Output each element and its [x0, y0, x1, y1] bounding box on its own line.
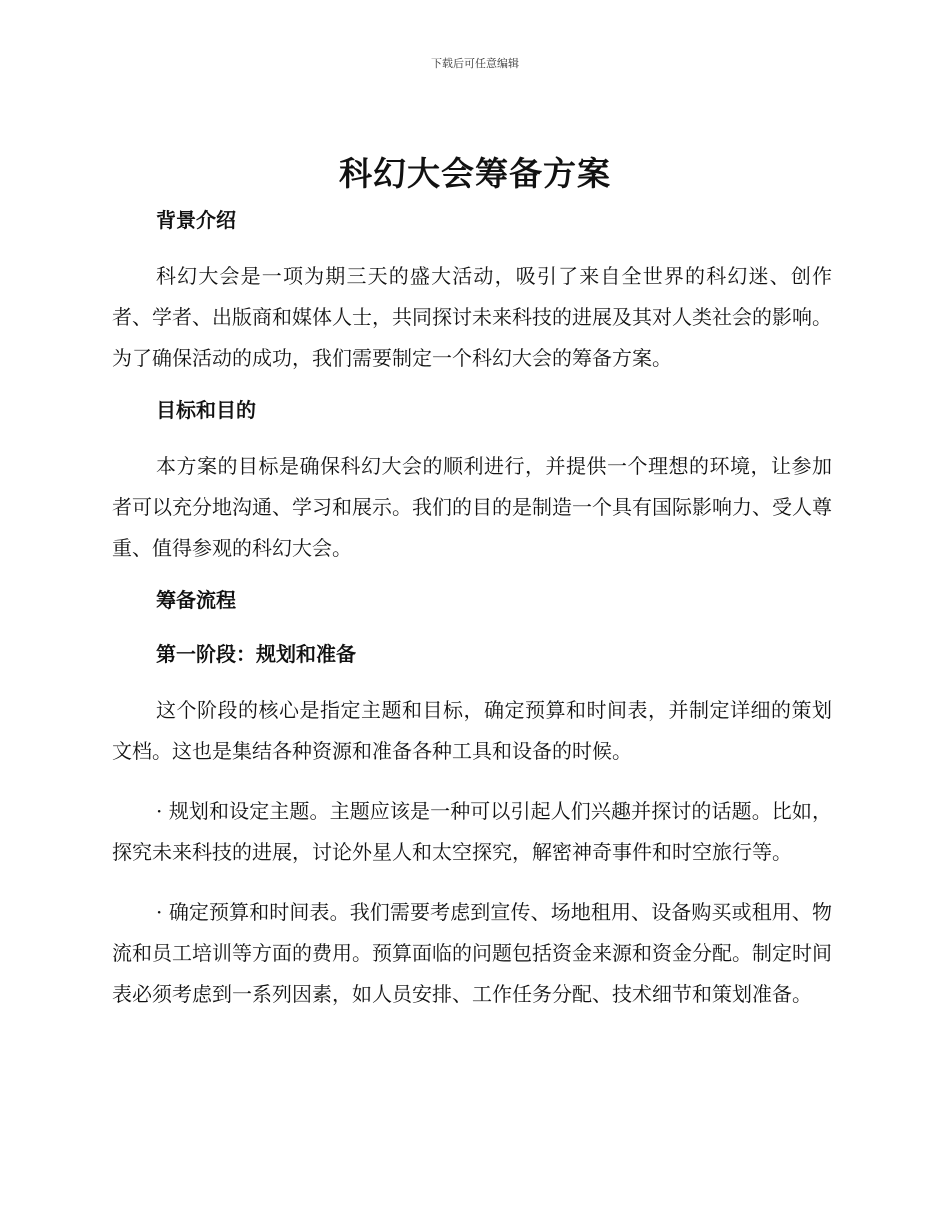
bullet-paragraph-budget: · 确定预算和时间表。我们需要考虑到宣传、场地租用、设备购买或租用、物流和员工培训等方面的费用。预算面临的问题包括资金来源和资金分配。制定时间表必须考虑到一系列因素，如人员安排、工作任务分配、技术细节和策划准备。: [112, 900, 832, 1006]
document-body: [112, 202, 832, 1015]
section-heading-process: 筹备流程: [156, 588, 236, 612]
paragraph-goals: 本方案的目标是确保科幻大会的顺利进行，并提供一个理想的环境，让参加者可以充分地沟通、学习和展示。我们的目的是制造一个具有国际影响力、受人尊重、值得参观的科幻大会。: [112, 454, 832, 560]
header-note: 下载后可任意编辑: [431, 57, 519, 70]
bullet-paragraph-theme: · 规划和设定主题。主题应该是一种可以引起人们兴趣并探讨的话题。比如，探究未来科技的进展，讨论外星人和太空探究，解密神奇事件和时空旅行等。: [112, 799, 832, 864]
section-heading-goals: 目标和目的: [156, 398, 256, 422]
section-heading-phase1: 第一阶段：规划和准备: [156, 642, 356, 666]
paragraph-phase1: 这个阶段的核心是指定主题和目标，确定预算和时间表，并制定详细的策划文档。这也是集结各种资源和准备各种工具和设备的时候。: [112, 698, 832, 763]
paragraph-background: 科幻大会是一项为期三天的盛大活动，吸引了来自全世界的科幻迷、创作者、学者、出版商和媒体人士，共同探讨未来科技的进展及其对人类社会的影响。为了确保活动的成功，我们需要制定一个科幻大会的筹备方案。: [112, 264, 832, 370]
section-heading-background: 背景介绍: [156, 208, 236, 232]
document-title: 科幻大会筹备方案: [339, 154, 611, 193]
